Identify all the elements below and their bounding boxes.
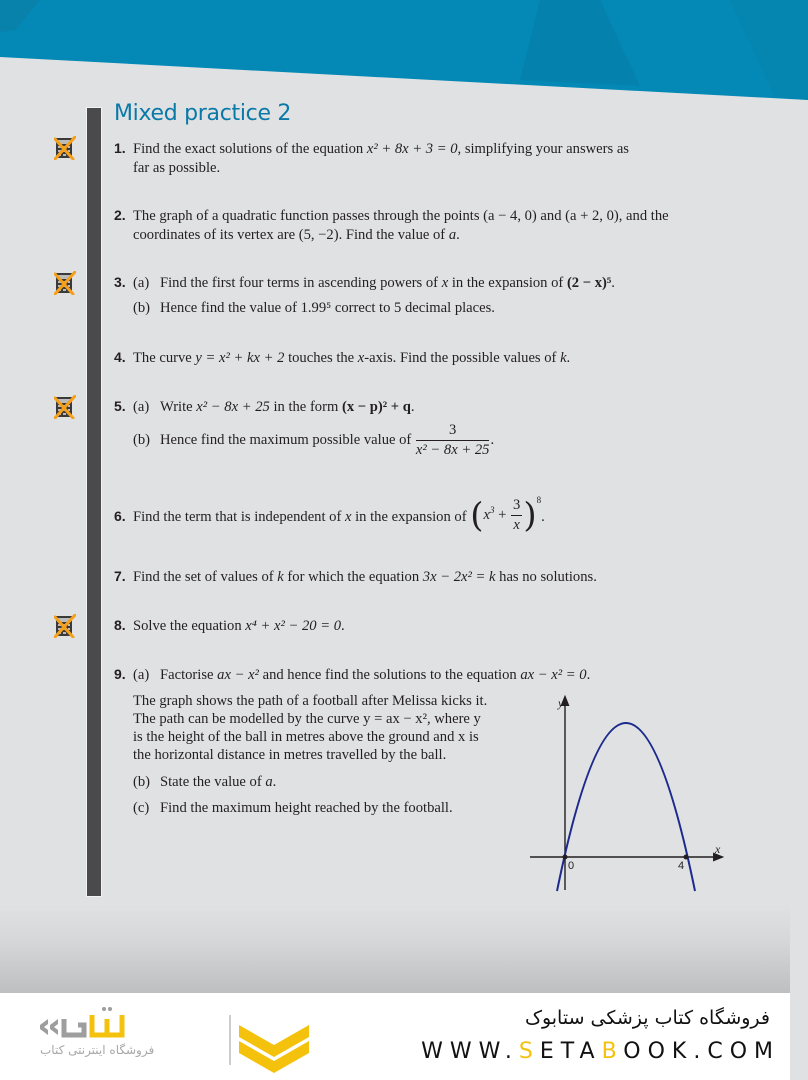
question-number: 6.	[114, 507, 126, 524]
question-number: 3.	[114, 274, 126, 290]
part-label: (b)	[133, 300, 151, 316]
tick-label-4: 4	[678, 860, 685, 872]
part-label: (b)	[133, 774, 151, 790]
question-number: 2.	[114, 207, 126, 223]
logo-subtitle: فروشگاه اینترنتی کتاب	[40, 1043, 155, 1057]
question-2: 2. The graph of a quadratic function passes through the points (a − 4, 0) and (a + 2, 0), and the coordinates of its vertex are (5, −2). Find the value of a.	[114, 207, 669, 243]
question-9b: (b) State the value of a.	[133, 774, 277, 790]
part-label: (a)	[133, 275, 150, 291]
footer-banner	[0, 993, 790, 1080]
page-title: Mixed practice 2	[114, 101, 292, 126]
equation: x⁴ + x² − 20 = 0	[245, 618, 342, 634]
equation: y = x² + kx + 2	[195, 350, 285, 366]
question-number: 5.	[114, 398, 126, 414]
binomial-expression: ($x^3$ + $\frac{3}{x}$ )$^8$	[470, 494, 542, 536]
equation: x² + 8x + 3 = 0	[366, 141, 458, 157]
question-6: 6. Find the term that is independent of x in the expansion of ($x^3$ + $\frac{3}{x}$ )$^8$.	[114, 494, 545, 536]
no-calculator-icon	[54, 271, 76, 295]
parabola-curve	[557, 723, 695, 891]
part-label: (a)	[133, 667, 150, 683]
expression: (2 − x)⁵	[566, 275, 612, 291]
part-label: (c)	[133, 800, 150, 816]
question-5a: 5. (a) Write x² − 8x + 25 in the form (x − p)² + q.	[114, 398, 415, 415]
section-side-bar	[86, 107, 102, 897]
setabook-logo	[34, 1005, 324, 1075]
footer-right-margin	[790, 905, 808, 1080]
question-9c: (c) Find the maximum height reached by the football.	[133, 800, 453, 816]
parabola-graph	[520, 685, 740, 900]
store-title: فروشگاه کتاب پزشکی ستابوک	[524, 1007, 770, 1029]
tick-label-0: 0	[568, 860, 575, 872]
no-calculator-icon	[54, 614, 76, 638]
question-number: 1.	[114, 140, 126, 156]
no-calculator-icon	[54, 395, 76, 419]
question-7: 7. Find the set of values of k for which the equation 3x − 2x² = k has no solutions.	[114, 568, 597, 585]
part-label: (a)	[133, 399, 150, 415]
y-axis-label: y	[558, 696, 564, 710]
no-calculator-icon	[54, 136, 76, 160]
question-8: 8. Solve the equation x⁴ + x² − 20 = 0.	[114, 617, 345, 634]
fraction: $\frac{3}{\text{x² − 8x + 25}}$	[415, 422, 490, 458]
question-3a: 3. (a) Find the first four terms in ascending powers of x in the expansion of (2 − x)⁵.	[114, 274, 615, 291]
question-number: 8.	[114, 617, 126, 633]
question-number: 7.	[114, 568, 126, 584]
question-3b: (b) Hence find the value of 1.99⁵ correct to 5 decimal places.	[133, 300, 495, 316]
question-9-description: The graph shows the path of a football after Melissa kicks it. The path can be modelled by the curve y = ax − x², where y is the height of the ball in metres above the ground and x is the horizontal distance in metres travelled by the ball.	[133, 693, 488, 763]
page-bottom-shadow	[0, 905, 808, 995]
x-axis-label: x	[715, 842, 721, 856]
store-url[interactable]: WWW.SETABOOK.COM	[421, 1039, 780, 1064]
part-label: (b)	[133, 431, 151, 448]
question-1: 1. Find the exact solutions of the equation x² + 8x + 3 = 0, simplifying your answers as far as possible.	[114, 140, 629, 176]
question-4: 4. The curve y = x² + kx + 2 touches the x-axis. Find the possible values of k.	[114, 349, 571, 366]
question-9a: 9. (a) Factorise ax − x² and hence find the solutions to the equation ax − x² = 0.	[114, 666, 591, 683]
question-5b: (b) Hence find the maximum possible value of $\frac{3}{\text{x² − 8x + 25}}$ .	[133, 422, 495, 458]
question-number: 9.	[114, 666, 126, 682]
header-banner	[0, 0, 808, 110]
equation: 3x − 2x² = k	[422, 569, 496, 585]
question-number: 4.	[114, 349, 126, 365]
